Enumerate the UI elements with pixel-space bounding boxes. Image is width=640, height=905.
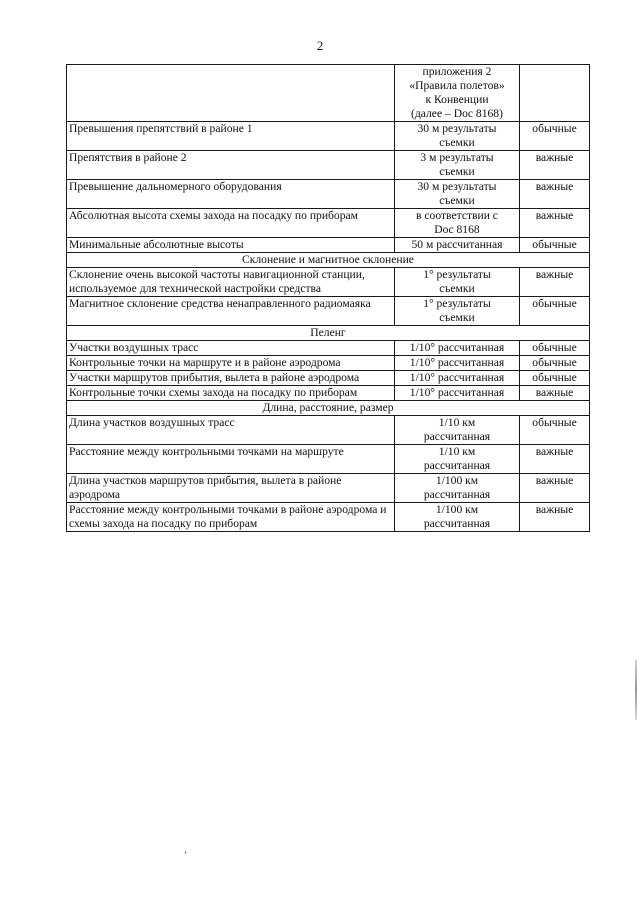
table-cell-name: Участки воздушных трасс — [67, 341, 395, 356]
table-row — [67, 356, 590, 371]
cell-line: 1° результаты — [423, 268, 491, 281]
cell-line: 1/10° рассчитанная — [409, 341, 505, 354]
cell-line: 1° результаты — [423, 297, 491, 310]
cell-line: в соответствии с — [416, 209, 498, 222]
table-cell-accuracy — [395, 180, 520, 209]
table-body — [67, 65, 590, 532]
table-row — [67, 209, 590, 238]
cell-line: съемки — [439, 282, 475, 295]
table-cell-integrity: важные — [520, 445, 590, 474]
cell-line: 1/10° рассчитанная — [409, 371, 505, 384]
table-cell-integrity: важные — [520, 503, 590, 532]
table-row — [67, 341, 590, 356]
table-row — [67, 445, 590, 474]
table-cell-name: Контрольные точки схемы захода на посадку по приборам — [67, 386, 395, 401]
cell-line: 50 м рассчитанная — [411, 238, 503, 251]
table-cell-name: Длина участков маршрутов прибытия, вылета в районе аэродрома — [67, 474, 395, 503]
table-cell-integrity: обычные — [520, 371, 590, 386]
cell-line: 1/100 км — [435, 474, 479, 487]
table-cell-accuracy — [395, 474, 520, 503]
table-cell-accuracy — [395, 371, 520, 386]
table-cell-name: Абсолютная высота схемы захода на посадку по приборам — [67, 209, 395, 238]
table-cell-accuracy — [395, 386, 520, 401]
table-cell-accuracy — [395, 209, 520, 238]
cell-line: 1/10 км — [438, 416, 476, 429]
table-cell-integrity: важные — [520, 386, 590, 401]
table-cell-integrity: обычные — [520, 356, 590, 371]
table-row — [67, 371, 590, 386]
table-cell-accuracy — [395, 297, 520, 326]
cell-line: съемки — [439, 136, 475, 149]
table-cell-accuracy — [395, 445, 520, 474]
table-cell-accuracy — [395, 356, 520, 371]
cell-line: приложения 2 — [422, 65, 492, 78]
table-row — [67, 416, 590, 445]
cell-line: 1/10 км — [438, 445, 476, 458]
table-cell-integrity: важные — [520, 209, 590, 238]
cell-line: съемки — [439, 165, 475, 178]
table-cell-integrity: важные — [520, 180, 590, 209]
table-cell-accuracy — [395, 268, 520, 297]
cell-line: 1/10° рассчитанная — [409, 386, 505, 399]
table-cell-integrity: важные — [520, 474, 590, 503]
aeronautical-data-table — [66, 64, 590, 532]
table-row — [67, 238, 590, 253]
table-cell-name: Участки маршрутов прибытия, вылета в районе аэродрома — [67, 371, 395, 386]
table-cell-accuracy — [395, 238, 520, 253]
table-cell-integrity: важные — [520, 268, 590, 297]
table-row — [67, 474, 590, 503]
table-cell-accuracy — [395, 341, 520, 356]
table-row — [67, 503, 590, 532]
cell-line: «Правила полетов» — [409, 79, 505, 92]
table-cell-name: Расстояние между контрольными точками на маршруте — [67, 445, 395, 474]
table-row — [67, 122, 590, 151]
cell-line: рассчитанная — [423, 430, 491, 443]
cell-line: 3 м результаты — [420, 151, 494, 164]
cell-line: к Конвенции — [425, 93, 489, 106]
table-cell-name: Превышение дальномерного оборудования — [67, 180, 395, 209]
table-cell-name — [67, 65, 395, 122]
section-header-row — [67, 253, 590, 268]
table-cell-integrity: важные — [520, 151, 590, 180]
stray-mark: ʻ — [184, 850, 188, 861]
table-row — [67, 297, 590, 326]
scan-edge-mark — [635, 660, 637, 720]
table-row — [67, 151, 590, 180]
cell-line: Doc 8168 — [434, 223, 480, 236]
table-cell-name: Расстояние между контрольными точками в районе аэродрома и схемы захода на посадку по приборам — [67, 503, 395, 532]
cell-line: 30 м результаты — [417, 122, 497, 135]
table-cell-name: Длина участков воздушных трасс — [67, 416, 395, 445]
cell-line: съемки — [439, 194, 475, 207]
table-row — [67, 65, 590, 122]
table-cell-integrity — [520, 65, 590, 122]
cell-line: рассчитанная — [423, 459, 491, 472]
section-title: Длина, расстояние, размер — [67, 401, 590, 416]
table-cell-name: Склонение очень высокой частоты навигационной станции, используемое для технической настройки средства — [67, 268, 395, 297]
cell-line: съемки — [439, 311, 475, 324]
table-cell-integrity: обычные — [520, 416, 590, 445]
cell-line: рассчитанная — [423, 488, 491, 501]
section-title: Пеленг — [67, 326, 590, 341]
table-cell-accuracy — [395, 122, 520, 151]
section-header-row — [67, 401, 590, 416]
page-number: 2 — [316, 38, 324, 53]
cell-line: 1/100 км — [435, 503, 479, 516]
section-title: Склонение и магнитное склонение — [67, 253, 590, 268]
table-cell-integrity: обычные — [520, 341, 590, 356]
table-cell-accuracy — [395, 503, 520, 532]
table-cell-integrity: обычные — [520, 297, 590, 326]
table-row — [67, 386, 590, 401]
table-cell-name: Контрольные точки на маршруте и в районе аэродрома — [67, 356, 395, 371]
table-cell-name: Препятствия в районе 2 — [67, 151, 395, 180]
table-cell-accuracy — [395, 65, 520, 122]
table-cell-name: Минимальные абсолютные высоты — [67, 238, 395, 253]
cell-line: 30 м результаты — [417, 180, 497, 193]
table-cell-integrity: обычные — [520, 238, 590, 253]
table-cell-accuracy — [395, 416, 520, 445]
table-cell-integrity: обычные — [520, 122, 590, 151]
cell-line: 1/10° рассчитанная — [409, 356, 505, 369]
table-cell-name: Превышения препятствий в районе 1 — [67, 122, 395, 151]
table-cell-accuracy — [395, 151, 520, 180]
cell-line: (далее – Doc 8168) — [411, 107, 503, 120]
cell-line: рассчитанная — [423, 517, 491, 530]
table-cell-name: Магнитное склонение средства ненаправленного радиомаяка — [67, 297, 395, 326]
table-row — [67, 180, 590, 209]
table-row — [67, 268, 590, 297]
section-header-row — [67, 326, 590, 341]
